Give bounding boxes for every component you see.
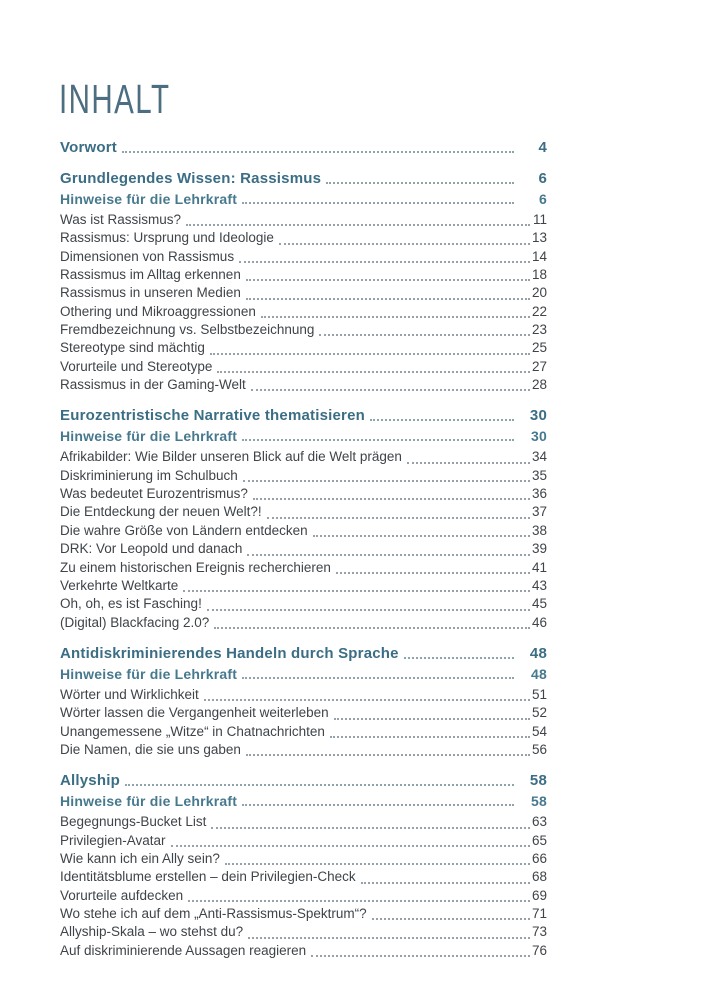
dot-leader [330, 736, 530, 738]
toc-entry-row-label: Wörter lassen die Vergangenheit weiterleben [60, 705, 329, 721]
toc-entry-row-label: Allyship-Skala – wo stehst du? [60, 924, 244, 940]
toc-chapter-row-page-number: 30 [529, 407, 547, 425]
toc-entry-row-page-number: 34 [531, 449, 547, 465]
toc-chapter-row-page-number: 48 [529, 644, 547, 662]
toc-entry-row-page-number: 56 [531, 741, 547, 757]
dot-leader [188, 900, 530, 902]
toc-entry-row [60, 741, 547, 759]
toc-entry-row [60, 614, 547, 632]
dot-leader [279, 243, 530, 245]
toc-entry-row-page-number: 28 [531, 377, 547, 393]
toc-subheading-row-page-number: 48 [531, 665, 547, 682]
dot-leader [183, 590, 530, 592]
toc-chapter-row-page-number: 6 [538, 170, 547, 187]
dot-leader [214, 627, 530, 629]
toc-entry-row-page-number: 38 [531, 522, 547, 538]
dot-leader [334, 718, 530, 720]
toc-entry-row-page-number: 14 [531, 248, 547, 264]
toc-entry-row-page-number: 68 [531, 869, 547, 885]
toc-entry-row-page-number: 39 [531, 541, 547, 557]
toc-entry-row-page-number: 27 [531, 358, 547, 374]
toc-entry-row-page-number: 65 [531, 832, 547, 848]
dot-leader [319, 334, 530, 336]
dot-leader [217, 371, 530, 373]
toc-entry-row [60, 303, 547, 321]
dot-leader [242, 202, 514, 204]
toc-entry-row-label: Zu einem historischen Ereignis recherchieren [60, 559, 331, 575]
toc-subheading-row-page-number: 6 [539, 191, 547, 207]
dot-leader [210, 353, 530, 355]
toc-subheading-row [60, 190, 547, 208]
dot-leader [171, 845, 530, 847]
toc-entry-row-label: Was ist Rassismus? [60, 212, 182, 227]
toc-entry-row-label: Was bedeutet Eurozentrismus? [60, 486, 248, 502]
toc-entry-row-page-number: 45 [531, 596, 547, 612]
toc-entry-row-label: Wo stehe ich auf dem „Anti-Rassismus-Spektrum“? [60, 905, 367, 921]
dot-leader [248, 937, 530, 939]
toc-subheading-row-label: Hinweise für die Lehrkraft [60, 665, 238, 682]
toc-entry-row-label: Rassismus: Ursprung und Ideologie [60, 230, 274, 246]
dot-leader [125, 784, 514, 786]
dot-leader [336, 572, 530, 574]
toc-entry-row [60, 832, 547, 850]
toc-entry-row-label: Vorurteile und Stereotype [60, 358, 213, 374]
toc-entry-row-page-number: 20 [531, 285, 547, 301]
toc-entry-row [60, 942, 547, 960]
toc-entry-row-page-number: 37 [531, 504, 547, 520]
dot-leader [251, 389, 530, 391]
toc-entry-row-label: Stereotype sind mächtig [60, 340, 205, 356]
toc-chapter-row-label: Antidiskriminierendes Handeln durch Sprache [60, 644, 399, 662]
dot-leader [211, 827, 530, 829]
toc-entry-row-label: Vorurteile aufdecken [60, 887, 184, 903]
toc-entry-row-label: Die Entdeckung der neuen Welt?! [60, 504, 262, 520]
toc-entry-row [60, 540, 547, 558]
toc-entry-row-page-number: 25 [531, 340, 547, 356]
dot-leader [225, 863, 530, 865]
toc-subheading-row [60, 427, 547, 445]
toc-entry-row [60, 686, 547, 704]
dot-leader [326, 182, 514, 184]
toc-entry-row [60, 850, 547, 868]
toc-entry-row [60, 448, 547, 466]
toc-entry-row [60, 905, 547, 923]
dot-leader [239, 261, 530, 263]
toc-entry-row [60, 321, 547, 339]
toc-entry-row-label: Wie kann ich ein Ally sein? [60, 850, 220, 866]
dot-leader [243, 480, 530, 482]
toc-entry-row-label: Privilegien-Avatar [60, 832, 166, 848]
dot-leader [261, 316, 530, 318]
toc-subheading-row-page-number: 30 [531, 428, 547, 445]
toc-entry-row [60, 923, 547, 941]
toc-entry-row-label: Rassismus in unseren Medien [60, 285, 241, 301]
dot-leader [313, 535, 530, 537]
toc-entry-row [60, 358, 547, 376]
dot-leader [242, 439, 514, 441]
dot-leader [186, 224, 530, 226]
toc-entry-row-page-number: 76 [531, 942, 547, 958]
toc-entry-row [60, 467, 547, 485]
toc-entry-row [60, 595, 547, 613]
toc-entry-row-page-number: 54 [531, 723, 547, 739]
toc-entry-row-label: Begegnungs-Bucket List [60, 814, 207, 830]
toc-entry-row-page-number: 52 [531, 705, 547, 721]
toc-entry-row [60, 704, 547, 722]
toc-entry-row [60, 503, 547, 521]
toc-entry-row [60, 284, 547, 302]
toc-entry-row [60, 723, 547, 741]
toc-entry-row-label: (Digital) Blackfacing 2.0? [60, 614, 210, 630]
table-of-contents [60, 126, 547, 960]
toc-entry-row-page-number: 43 [531, 577, 547, 593]
toc-entry-row-label: Auf diskriminierende Aussagen reagieren [60, 942, 307, 958]
toc-entry-row [60, 248, 547, 266]
toc-subheading-row-page-number: 58 [531, 793, 547, 810]
toc-subheading-row [60, 665, 547, 683]
dot-leader [361, 882, 530, 884]
toc-entry-row-page-number: 18 [531, 267, 547, 283]
toc-entry-row-page-number: 11 [532, 212, 547, 227]
toc-chapter-row [60, 644, 547, 663]
toc-entry-row [60, 868, 547, 886]
toc-entry-row-label: Fremdbezeichnung vs. Selbstbezeichnung [60, 322, 315, 338]
toc-entry-row-page-number: 73 [531, 924, 547, 940]
toc-entry-row-label: Dimensionen von Rassismus [60, 248, 235, 264]
toc-entry-row-label: DRK: Vor Leopold und danach [60, 541, 243, 557]
toc-entry-row-page-number: 46 [531, 614, 547, 630]
toc-entry-row-page-number: 23 [531, 322, 547, 338]
dot-leader [207, 609, 530, 611]
dot-leader [246, 298, 530, 300]
toc-subheading-row [60, 792, 547, 810]
toc-chapter-row [60, 169, 547, 188]
toc-entry-row [60, 211, 547, 229]
toc-entry-row-label: Afrikabilder: Wie Bilder unseren Blick auf die Welt prägen [60, 449, 402, 465]
toc-entry-row-page-number: 66 [531, 850, 547, 866]
page-title: INHALT [59, 76, 171, 122]
toc-entry-row-label: Rassismus im Alltag erkennen [60, 267, 241, 283]
toc-entry-row [60, 339, 547, 357]
toc-entry-row-label: Rassismus in der Gaming-Welt [60, 377, 246, 393]
dot-leader [311, 955, 530, 957]
toc-entry-row [60, 887, 547, 905]
dot-leader [204, 699, 530, 701]
toc-entry-row-page-number: 51 [531, 686, 547, 702]
toc-entry-row [60, 229, 547, 247]
dot-leader [242, 677, 514, 679]
dot-leader [122, 151, 514, 153]
toc-chapter-row-label: Grundlegendes Wissen: Rassismus [60, 170, 322, 187]
toc-entry-row-label: Wörter und Wirklichkeit [60, 686, 199, 702]
toc-entry-row-label: Die Namen, die sie uns gaben [60, 741, 241, 757]
dot-leader [246, 279, 530, 281]
toc-entry-row-page-number: 41 [531, 559, 547, 575]
toc-chapter-row-label: Eurozentristische Narrative thematisieren [60, 407, 365, 425]
toc-entry-row-page-number: 63 [531, 814, 547, 830]
toc-entry-row-page-number: 13 [531, 230, 547, 246]
toc-entry-row-page-number: 69 [531, 887, 547, 903]
toc-entry-row-page-number: 22 [531, 303, 547, 319]
toc-chapter-row-label: Allyship [60, 772, 120, 790]
toc-chapter-row [60, 771, 547, 790]
toc-entry-row [60, 266, 547, 284]
toc-entry-row [60, 376, 547, 394]
dot-leader [407, 462, 530, 464]
toc-entry-row [60, 813, 547, 831]
toc-entry-row-label: Verkehrte Weltkarte [60, 577, 179, 593]
toc-entry-row-page-number: 71 [531, 905, 547, 921]
dot-leader [253, 498, 530, 500]
toc-chapter-row-label: Vorwort [60, 139, 117, 156]
dot-leader [370, 419, 514, 421]
dot-leader [372, 918, 530, 920]
toc-chapter-row [60, 406, 547, 425]
dot-leader [404, 657, 514, 659]
toc-entry-row-label: Unangemessene „Witze“ in Chatnachrichten [60, 723, 325, 739]
toc-entry-row-label: Identitätsblume erstellen – dein Privilegien-Check [60, 869, 356, 885]
toc-chapter-row-page-number: 4 [538, 139, 547, 156]
toc-entry-row-label: Oh, oh, es ist Fasching! [60, 596, 202, 612]
toc-chapter-row [60, 138, 547, 157]
dot-leader [267, 517, 530, 519]
toc-subheading-row-label: Hinweise für die Lehrkraft [60, 428, 238, 445]
dot-leader [246, 754, 530, 756]
toc-subheading-row-label: Hinweise für die Lehrkraft [60, 191, 238, 207]
toc-entry-row-label: Die wahre Größe von Ländern entdecken [60, 522, 308, 538]
toc-entry-row-label: Diskriminierung im Schulbuch [60, 467, 238, 483]
toc-entry-row [60, 522, 547, 540]
toc-chapter-row-page-number: 58 [529, 772, 547, 790]
toc-entry-row [60, 559, 547, 577]
toc-entry-row-page-number: 35 [531, 467, 547, 483]
dot-leader [247, 554, 530, 556]
dot-leader [242, 804, 514, 806]
toc-entry-row-page-number: 36 [531, 486, 547, 502]
toc-entry-row-label: Othering und Mikroaggressionen [60, 303, 256, 319]
toc-subheading-row-label: Hinweise für die Lehrkraft [60, 793, 238, 810]
toc-entry-row [60, 485, 547, 503]
toc-entry-row [60, 577, 547, 595]
